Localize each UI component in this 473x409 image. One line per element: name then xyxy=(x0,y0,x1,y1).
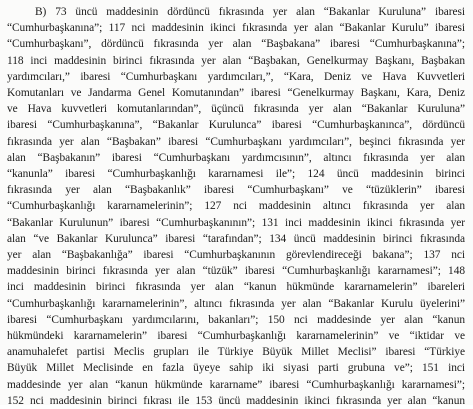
text-line: 152 nci maddesinin birinci fıkrası ile 153 üncü maddesinin ikinci fıkrasında yer alan “kanun xyxy=(7,394,465,407)
text-line: fıkrasında yer alan “Başbakan” ibaresi “Cumhurbaşkanı yardımcıları”, beşinci fıkrasında yer xyxy=(7,135,465,148)
text-line: anamuhalefet partisi Meclis grupları ile Türkiye Büyük Millet Meclisi” ibaresi “Türkiye xyxy=(7,346,465,359)
text-line: B) 73 üncü maddesinin dördüncü fıkrasında yer alan “Bakanlar Kuruluna” ibaresi xyxy=(35,6,465,18)
text-line: ibaresi “Cumhurbaşkanı yardımcılarını, bakanları”; 150 nci maddesinde yer alan “kanun xyxy=(7,313,465,326)
text-line: Komutanları ve Jandarma Genel Komutanından” ibaresi “Genelkurmay Başkanı, Kara, Deniz xyxy=(7,87,465,100)
text-line: yardımcıları,” ibaresi “Cumhurbaşkanı yardımcıları,”, “Kara, Deniz ve Hava Kuvvetleri xyxy=(7,70,465,83)
text-line: inci maddesinin birinci fıkrasında yer alan “kanun hükmünde kararnamelerin” ibareleri xyxy=(7,281,465,294)
text-line: “Cumhurbaşkanlığı kararnamelerinin”; 127 nci maddesinin altıncı fıkrasında yer alan xyxy=(7,200,465,213)
text-line: alan “Başbakanın” ibaresi “Cumhurbaşkanı yardımcısının”, altıncı fıkrasında yer alan xyxy=(7,151,465,164)
text-line: “Cumhurbaşkanlığı kararnamelerinin”, altıncı fıkrasında yer alan “Bakanlar Kurulu üyelerini” xyxy=(7,297,465,310)
text-line: “Cumhurbaşkanı”, dördüncü fıkrasında yer alan “Başbakana” ibaresi “Cumhurbaşkanına”; xyxy=(7,38,465,51)
text-line: hükmündeki kararnamelerin” ibaresi “Cumhurbaşkanlığı kararnamelerinin” ve “iktidar ve xyxy=(7,330,465,343)
legal-text-paragraph xyxy=(7,4,465,409)
text-line: maddesinin birinci fıkrasında yer alan “tüzük” ibaresi “Cumhurbaşkanlığı kararnamesi”; 148 xyxy=(7,265,465,278)
text-line: 118 inci maddesinin birinci fıkrasında yer alan “Başbakan, Genelkurmay Başkanı, Başbakan xyxy=(7,54,465,67)
text-line: ibaresi “Cumhurbaşkanına”, “Bakanlar Kurulunca” ibaresi “Cumhurbaşkanınca”, dördüncü xyxy=(7,119,465,132)
text-line: maddesinde yer alan “kanun hükmünde kararname” ibaresi “Cumhurbaşkanlığı kararnamesi”; xyxy=(7,378,465,391)
text-line: “kanunla” ibaresi “Cumhurbaşkanlığı kararnamesi ile”; 124 üncü maddesinin birinci xyxy=(7,168,465,181)
text-line: alan “ve Bakanlar Kurulunca” ibaresi “tarafından”; 134 üncü maddesinin birinci fıkrasında xyxy=(7,232,465,245)
text-line: fıkrasında yer alan “Başbakanlık” ibaresi “Cumhurbaşkanı” ve “tüzüklerin” ibaresi xyxy=(7,184,465,197)
text-line: “Bakanlar Kurulunun” ibaresi “Cumhurbaşkanının”; 131 inci maddesinin ikinci fıkrasında yer xyxy=(7,216,465,229)
text-line: “Cumhurbaşkanına”; 117 nci maddesinin ikinci fıkrasında yer alan “Bakanlar Kurulu” ibaresi xyxy=(7,22,465,35)
text-line: yer alan “Başbakanlığa” ibaresi “Cumhurbaşkanının görevlendireceği bakana”; 137 nci xyxy=(7,249,465,262)
text-line: Büyük Millet Meclisinde en fazla üyeye sahip iki siyasi parti grubuna ve”; 151 inci xyxy=(7,362,465,375)
text-line: ve Hava kuvvetleri komutanlarından”, üçüncü fıkrasında yer alan “Bakanlar Kuruluna” xyxy=(7,103,465,116)
